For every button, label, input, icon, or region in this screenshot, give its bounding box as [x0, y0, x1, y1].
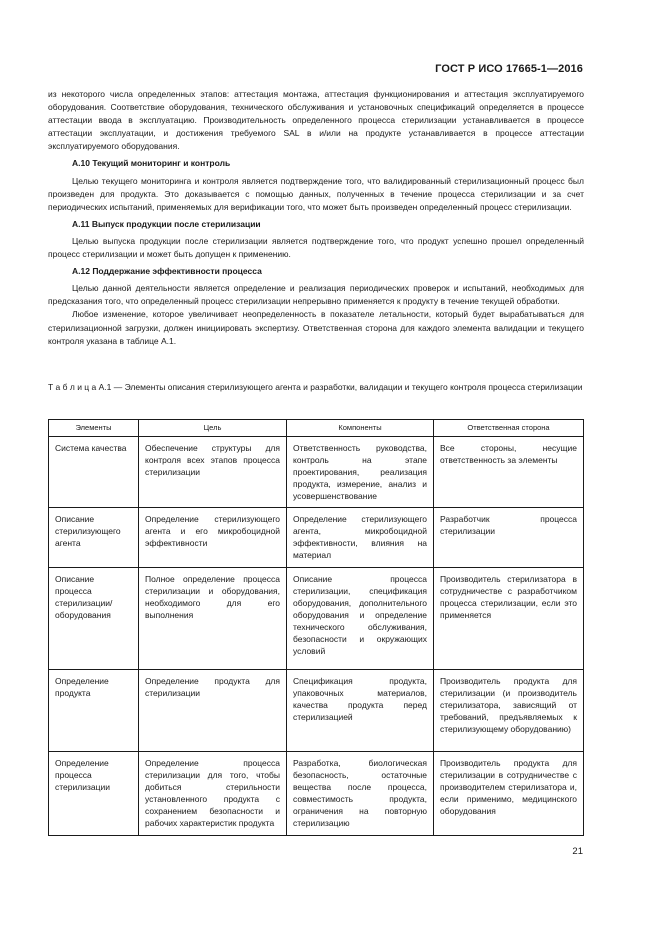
table-cell: Система качества [49, 436, 139, 508]
table-cell: Описание стерилизующего агента [49, 508, 139, 568]
table-header-cell: Цель [139, 420, 287, 437]
document-header: ГОСТ Р ИСО 17665-1—2016 [435, 63, 583, 75]
elements-table [48, 419, 584, 836]
table-header-row [49, 420, 584, 437]
table-cell: Определение процесса стерилизации [49, 752, 139, 835]
table-row [49, 508, 584, 568]
table-caption: Т а б л и ц а А.1 — Элементы описания стерилизующего агента и разработки, валидации и текущего контроля процесса стерилизации [48, 382, 583, 392]
section-paragraph: Целью данной деятельности является определение и реализация периодических проверок и испытаний, необходимых для предсказания того, что определенный процесс стерилизации непрерывно применяется к продукту в течение текущей обработки. [48, 283, 584, 307]
table-cell: Определение продукта для стерилизации [139, 670, 287, 752]
table-cell: Определение стерилизующего агента и его микробоцидной эффективности [139, 508, 287, 568]
table-cell: Полное определение процесса стерилизации и оборудования, необходимого для его выполнения [139, 568, 287, 670]
section-paragraph: Любое изменение, которое увеличивает неопределенность в показателе летальности, который будет вырабатываться для стерилизационной загрузки, должен инициировать экспертизу. Ответственная сторона для каждого элемента валидации и текущего контроля указана в таблице А.1. [48, 309, 584, 346]
table-cell: Разработчик процесса стерилизации [434, 508, 584, 568]
table-cell: Производитель продукта для стерилизации в сотрудничестве с производителем стерилизатора и, если применимо, медицинского оборудования [434, 752, 584, 835]
section-paragraph: Целью выпуска продукции после стерилизации является подтверждение того, что продукт успешно прошел определенный процесс стерилизации и может быть допущен к применению. [48, 235, 584, 260]
section-heading-a11: А.11 Выпуск продукции после стерилизации [72, 218, 261, 229]
table-cell: Разработка, биологическая безопасность, остаточные вещества после процесса, совместимость продукта, ограничения на повторную стерилизацию [287, 752, 434, 835]
table-cell: Производитель продукта для стерилизации (и производитель стерилизатора, зависящий от требований, предъявляемых к стерилизующему оборудованию) [434, 670, 584, 752]
body-text [48, 88, 584, 348]
table-header-cell: Компоненты [287, 420, 434, 437]
table-row [49, 568, 584, 670]
table-cell: Спецификация продукта, упаковочных материалов, качества продукта перед стерилизацией [287, 670, 434, 752]
table-cell: Все стороны, несущие ответственность за элементы [434, 436, 584, 508]
table-header-cell: Ответственная сторона [434, 420, 584, 437]
intro-paragraph: из некоторого числа определенных этапов: аттестация монтажа, аттестация функционирования и аттестация эксплуатируемого оборудования. Соответствие оборудования, технического обслуживания и установочных спецификаций определяется в процессе аттестации ввода в эксплуатацию. Производительность определенного процесса стерилизации устанавливается в процессе аттестации эксплуатации, и достижения требуемого SAL в и/или на продукте устанавливается в процессе аттестации эксплуатируемого оборудования. [48, 89, 584, 152]
table-cell: Определение продукта [49, 670, 139, 752]
table-header-cell: Элементы [49, 420, 139, 437]
table-cell: Производитель стерилизатора в сотрудничестве с разработчиком процесса стерилизации, если это применяется [434, 568, 584, 670]
table-cell: Определение стерилизующего агента, микробоцидной эффективности, влияния на материал [287, 508, 434, 568]
section-paragraph: Целью текущего мониторинга и контроля является подтверждение того, что валидированный стерилизационный процесс был произведен для продукта. Это доказывается с помощью данных, полученных в течение процесса стерилизации и за счет периодических испытаний, применяемых для верификации того, что может быть произведен определенный процесс стерилизации. [48, 175, 584, 212]
table-cell: Описание процесса стерилизации, спецификация оборудования, дополнительного оборудования и определение технического обслуживания, безопасности и окружающих условий [287, 568, 434, 670]
table-cell: Обеспечение структуры для контроля всех этапов процесса стерилизации [139, 436, 287, 508]
table-cell: Описание процесса стерилизации/ оборудования [49, 568, 139, 670]
table-cell: Определение процесса стерилизации для того, чтобы добиться стерильности установленного продукта с сохранением безопасности и рабочих характеристик продукта [139, 752, 287, 835]
page-number: 21 [572, 846, 583, 857]
table-cell: Ответственность руководства, контроль на этапе проектирования, реализация продукта, измерение, анализ и усовершенствование [287, 436, 434, 508]
section-heading-a12: А.12 Поддержание эффективности процесса [72, 266, 262, 277]
table-row [49, 436, 584, 508]
section-heading-a10: А.10 Текущий мониторинг и контроль [72, 158, 231, 169]
table-row [49, 752, 584, 835]
table-row [49, 670, 584, 752]
